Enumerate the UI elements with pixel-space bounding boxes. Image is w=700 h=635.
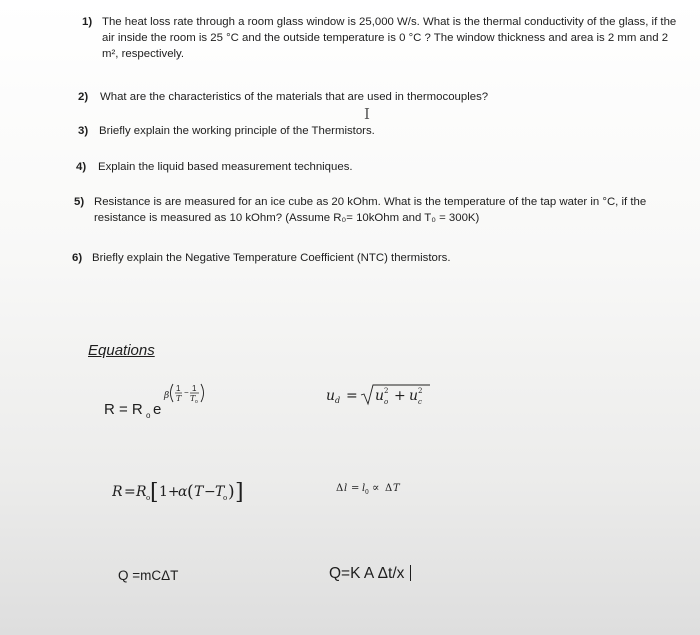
svg-text:2: 2 <box>418 387 423 395</box>
text-cursor-bar <box>410 565 411 581</box>
svg-text:T: T <box>190 394 196 403</box>
svg-text:e: e <box>153 401 162 418</box>
svg-text:o: o <box>146 494 151 502</box>
svg-text:]: ] <box>235 480 244 505</box>
svg-text:[: [ <box>150 480 159 505</box>
svg-text:T: T <box>176 394 182 403</box>
svg-text:o: o <box>223 494 228 502</box>
svg-text:1: 1 <box>176 384 181 393</box>
question-6 <box>72 250 684 266</box>
question-number: 6) <box>72 252 83 264</box>
question-number: 5) <box>74 196 85 208</box>
svg-text:u: u <box>375 388 385 404</box>
equation-linear-resistance <box>112 474 262 508</box>
question-number: 1) <box>82 16 93 28</box>
question-2 <box>78 89 678 105</box>
svg-text:2: 2 <box>384 387 389 395</box>
question-1 <box>82 14 682 62</box>
svg-text:Δ: Δ <box>336 483 344 494</box>
question-4 <box>76 159 676 175</box>
question-number: 4) <box>76 161 87 173</box>
equation-conduction-text: Q=K A Δt/x <box>329 565 405 582</box>
equations-heading: Equations <box>88 342 155 359</box>
svg-text:l: l <box>362 483 366 494</box>
question-text: Resistance is are measured for an ice cube as 20 kOhm. What is the temperature of the tap water in °C, if the resistance is measured as 10 kOhm? (Assume R₀= 10kOhm and T₀ = 300K) <box>94 196 647 224</box>
svg-text:d: d <box>335 396 341 405</box>
svg-text:=: = <box>346 388 358 404</box>
svg-text:Δ: Δ <box>385 483 393 494</box>
svg-text:T: T <box>194 484 204 500</box>
svg-text:u: u <box>409 388 419 404</box>
question-3 <box>78 123 678 139</box>
question-5 <box>74 194 686 226</box>
question-text: The heat loss rate through a room glass window is 25,000 W/s. What is the thermal conductivity of the glass, if the air inside the room is 25 °C and the outside temperature is 0 °C ? The window thickness and area is 2 mm and 2 m², respectively. <box>102 16 677 60</box>
svg-text:=: = <box>124 484 136 500</box>
svg-text:β: β <box>164 391 170 401</box>
equation-exponential-resistance <box>104 376 214 420</box>
svg-text:R = R: R = R <box>104 401 143 418</box>
svg-text:+: + <box>394 388 406 404</box>
svg-text:−: − <box>204 484 216 500</box>
svg-text:=: = <box>351 483 360 494</box>
svg-text:T: T <box>393 483 400 494</box>
equation-thermal-expansion <box>336 478 426 498</box>
question-text: Briefly explain the Negative Temperature Coefficient (NTC) thermistors. <box>92 252 451 264</box>
svg-text:o: o <box>146 411 151 420</box>
svg-text:l: l <box>344 483 348 494</box>
svg-text:1+: 1+ <box>159 484 180 500</box>
svg-text:−: − <box>184 388 189 397</box>
svg-text:c: c <box>418 398 422 406</box>
question-text: Briefly explain the working principle of the Thermistors. <box>99 125 375 137</box>
svg-text:α: α <box>178 484 188 500</box>
svg-text:o: o <box>384 398 389 406</box>
question-number: 2) <box>78 91 89 103</box>
svg-text:1: 1 <box>192 384 197 393</box>
svg-text:R: R <box>112 484 123 500</box>
svg-text:0: 0 <box>365 489 369 496</box>
equation-conduction <box>329 565 411 583</box>
svg-text:(: ( <box>187 482 194 502</box>
question-number: 3) <box>78 125 89 137</box>
question-text: What are the characteristics of the materials that are used in thermocouples? <box>100 91 489 103</box>
svg-text:o: o <box>195 399 198 405</box>
equation-sensible-heat: Q =mCΔT <box>118 568 179 583</box>
svg-text:R: R <box>136 484 147 500</box>
equation-uncertainty <box>326 382 436 410</box>
svg-text:T: T <box>215 484 225 500</box>
question-text: Explain the liquid based measurement techniques. <box>98 161 353 173</box>
svg-text:u: u <box>326 388 336 404</box>
text-cursor-icon: I <box>364 105 370 123</box>
svg-text:): ) <box>228 482 235 502</box>
svg-text:∝: ∝ <box>372 481 380 494</box>
